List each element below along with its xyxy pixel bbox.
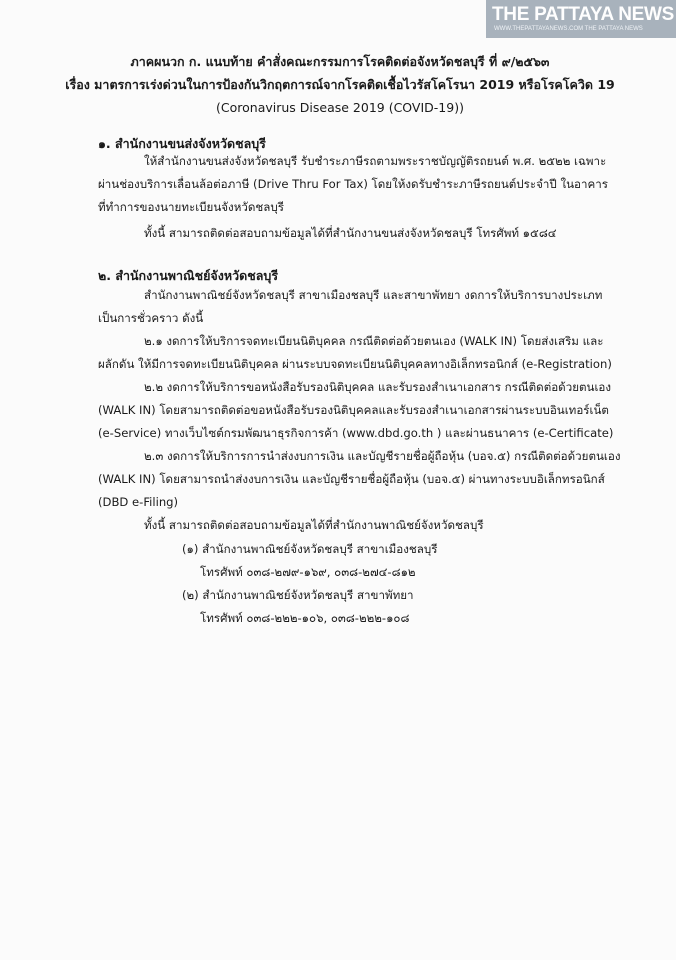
document-title	[60, 50, 620, 119]
office-2-name: (๒) สำนักงานพาณิชย์จังหวัดชลบุรี สาขาพัทยา	[182, 588, 414, 602]
section-2-intro	[98, 284, 602, 330]
section-1-contact: ทั้งนี้ สามารถติดต่อสอบถามข้อมูลได้ที่สำนักงานขนส่งจังหวัดชลบุรี โทรศัพท์ ๑๕๘๔	[144, 226, 557, 240]
section-1-line-3: ที่ทำการของนายทะเบียนจังหวัดชลบุรี	[98, 200, 284, 214]
section-1-heading: ๑. สำนักงานขนส่งจังหวัดชลบุรี	[98, 136, 266, 151]
section-1-line-1: ให้สำนักงานขนส่งจังหวัดชลบุรี รับชำระภาษีรถตามพระราชบัญญัติรถยนต์ พ.ศ. ๒๕๒๒ เฉพาะ	[144, 154, 607, 168]
section-2-item-3	[98, 445, 621, 514]
item-2-2-line-2: (WALK IN) โดยสามารถติดต่อขอหนังสือรับรองนิติบุคคลและรับรองสำเนาเอกสารผ่านระบบอินเทอร์เน็ต	[98, 403, 609, 417]
title-line-2: เรื่อง มาตรการเร่งด่วนในการป้องกันวิกฤตการณ์จากโรคติดเชื้อไวรัสโคโรนา 2019 หรือโรคโควิด 19	[65, 77, 615, 92]
title-line-1: ภาคผนวก ก. แนบท้าย คำสั่งคณะกรรมการโรคติดต่อจังหวัดชลบุรี ที่ ๙/๒๕๖๓	[130, 54, 550, 69]
section-2-intro-line-1: สำนักงานพาณิชย์จังหวัดชลบุรี สาขาเมืองชลบุรี และสาขาพัทยา งดการให้บริการบางประเภท	[144, 288, 603, 302]
section-2-heading: ๒. สำนักงานพาณิชย์จังหวัดชลบุรี	[98, 268, 279, 283]
section-1-paragraph	[98, 150, 608, 219]
item-2-2-line-3: (e-Service) ทางเว็บไซต์กรมพัฒนาธุรกิจการค้า (www.dbd.go.th ) และผ่านธนาคาร (e-Certificate)	[98, 426, 614, 440]
office-2-phone: โทรศัพท์ ๐๓๘-๒๒๒-๑๐๖, ๐๓๘-๒๒๒-๑๐๘	[200, 611, 410, 625]
title-line-3: (Coronavirus Disease 2019 (COVID-19))	[216, 100, 464, 115]
section-2-intro-line-2: เป็นการชั่วคราว ดังนี้	[98, 311, 204, 325]
watermark-brand: THE PATTAYA NEWS	[492, 4, 675, 25]
section-1-line-2: ผ่านช่องบริการเลื่อนล้อต่อภาษี (Drive Thru For Tax) โดยให้งดรับชำระภาษีรถยนต์ประจำปี ในอาคาร	[98, 177, 609, 191]
item-2-3-line-1: ๒.๓ งดการให้บริการการนำส่งงบการเงิน และบัญชีรายชื่อผู้ถือหุ้น (บอจ.๕) กรณีติดต่อด้วยตนเอง	[144, 449, 621, 463]
section-2-item-1	[98, 330, 612, 376]
section-2-item-2	[98, 376, 613, 445]
item-2-1-line-2: ผลักดัน ให้มีการจดทะเบียนนิติบุคคล ผ่านระบบจดทะเบียนนิติบุคคลทางอิเล็กทรอนิกส์ (e-Registration)	[98, 357, 612, 371]
watermark-logo	[486, 0, 676, 38]
item-2-2-line-1: ๒.๒ งดการให้บริการขอหนังสือรับรองนิติบุคคล และรับรองสำเนาเอกสาร กรณีติดต่อด้วยตนเอง	[144, 380, 612, 394]
watermark-subtext: WWW.THEPATTAYANEWS.COM THE PATTAYA NEWS	[494, 26, 643, 32]
section-2-contact: ทั้งนี้ สามารถติดต่อสอบถามข้อมูลได้ที่สำนักงานพาณิชย์จังหวัดชลบุรี	[144, 518, 484, 532]
office-1-name: (๑) สำนักงานพาณิชย์จังหวัดชลบุรี สาขาเมืองชลบุรี	[182, 542, 438, 556]
office-2	[182, 584, 414, 630]
office-1	[182, 538, 437, 584]
office-1-phone: โทรศัพท์ ๐๓๘-๒๗๙-๑๖๙, ๐๓๘-๒๗๔-๘๑๒	[200, 565, 416, 579]
item-2-1-line-1: ๒.๑ งดการให้บริการจดทะเบียนนิติบุคคล กรณีติดต่อด้วยตนเอง (WALK IN) โดยส่งเสริม และ	[144, 334, 604, 348]
item-2-3-line-3: (DBD e-Filing)	[98, 495, 179, 509]
item-2-3-line-2: (WALK IN) โดยสามารถนำส่งงบการเงิน และบัญชีรายชื่อผู้ถือหุ้น (บอจ.๕) ผ่านทางระบบอิเล็กทรอนิกส์	[98, 472, 605, 486]
